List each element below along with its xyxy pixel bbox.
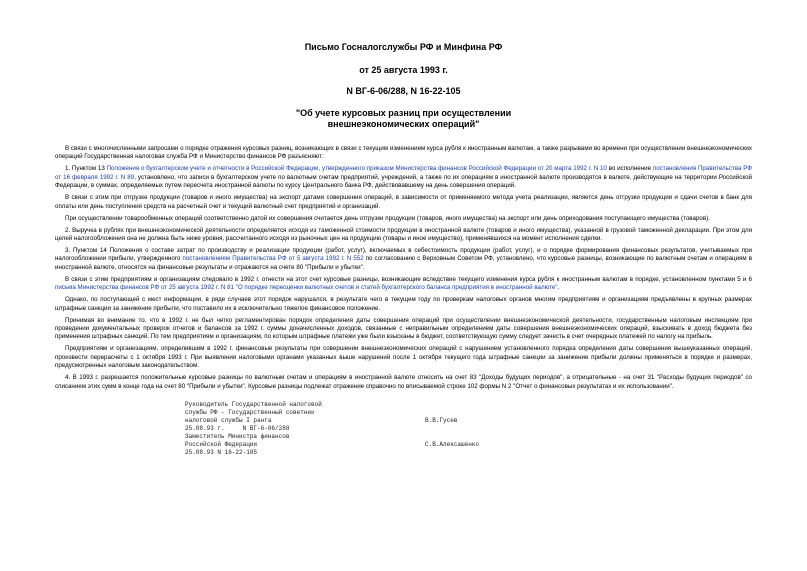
signature-row [185,449,752,457]
signer-name-aleksashenko: С.В.Алексашенко [425,441,480,449]
paragraph-4: 4. В 1993 г. разрешается положительные курсовые разницы по валютным счетам и операциям в иностранной валюте относить на счет 83 "Доходы будущих периодов", а отрицательные - на счет 31 "Расходы будущих периодов" со списанием этих сумм в конце года на счет 80 "Прибыли и убытки". Курсовые разницы подлежат отражение справочно по вписываемой строке 102 формы N 2 "Отчет о финансовых результатах и их использовании". [55,374,752,390]
signer-name-gusev: В.В.Гусев [425,417,458,425]
signature-left: Российской Федерации [185,441,258,449]
text: во исполнение [606,165,653,173]
signature-left: налоговой службы I ранга [185,417,272,425]
doc-number: N ВГ-6-06/288, N 16-22-105 [346,86,461,96]
paragraph-recalculation: Предприятиям и организациям, определившим в 1992 г. финансовые результаты при совершении внешнеэкономических операций с нарушением установленного порядка определения даты совершения вышеуказанных операций, произвести перерасчеты с 1 октября 1993 г. При выявлении налоговыми органами указанных выше нарушений после 1 октября текущего года штрафные санкции за занижение прибыли должны применяться в порядке и размерах, предусмотренных налоговым законодательством. [55,345,752,370]
paragraph-export-dates: В связи с этим при отгрузке продукции (товаров и иного имущества) на экспорт датами совершения операций, в зависимости от применяемого метода учета реализации, является день отгрузки продукции и сдачи счетов в банк для оплаты или день поступления средств на расчетный счет и текущий валютный счет предприятий и организаций. [55,194,752,210]
signature-row [185,433,752,441]
signature-left: службы РФ - Государственный советник [185,409,315,417]
text: . [557,284,560,292]
paragraph-barter: При осуществлении товарообменных операций соответственно датой их совершения считается день отгрузки продукции (товаров, иного имущества) на экспорт или день оприходования поступающего имущества (товаров). [65,214,710,222]
paragraph-2: 2. Выручка в рублях при внешнеэкономической деятельности определяется исходя из таможенной стоимости продукции в иностранной валюте (товаров и иного имущества), указанной в грузовой таможенной декларации. При этом для целей налогообложения она не должна быть ниже уровня, рассчитанного исходя из рыночных цен на продукцию (товары и иное имущество), применявшихся на момент исполнения сделки. [55,226,752,243]
paragraph-violations: Однако, по поступающей с мест информации, в ряде случаев этот порядок нарушался, в результате чего в текущем году по проверкам налоговых органов многим предприятиям и организациям предъявлены в крупных размерах штрафные санкции за занижение прибыли, что поставило их в исключительно тяжелое финансовое положение. [55,296,752,312]
link-minfin-letter-81[interactable]: письма Министерства финансов РФ от 25 августа 1992 г. N 81 "О порядке переоценки валютных счетов и статей бухгалтерского баланса предприятия в иностранной валюте" [55,284,558,292]
signature-row [185,409,752,417]
doc-date: от 25 августа 1993 г. [359,65,448,75]
paragraph-3 [55,247,752,272]
signature-row [185,425,752,433]
link-government-resolution-552[interactable]: постановлением Правительства РФ от 5 августа 1992 г. N 552 [182,255,364,263]
doc-title-line-2: внешнеэкономических операций" [327,119,480,129]
signature-left: 25.08.93 г. N ВГ-6-06/288 [185,425,290,433]
doc-issuer: Письмо Госналогслужбы РФ и Минфина РФ [304,42,503,52]
text: 3. Пунктом 14 Положения о составе затрат по производству и реализации продукции (работ, услуг), включаемых в себестоимость продукции (работ, услуг), и о порядке формирования финансовых результатов, учитываемых при налогообложении прибыли, утвержденного [55,247,752,263]
text: , установлено, что записи в бухгалтерском учете по валютным счетам предприятий, учреждений, а также по их операциям в иностранной валюте производятся в валюте, действующие на территории Российской Федерации, в суммах, определяемых путем пересчета иностранной валюты по курсу Центрального банка РФ, действовавшему на день совершения операций. [55,173,752,190]
link-government-resolution-89[interactable]: постановления Правительства РФ от 16 февраля 1992 г. N 89 [55,165,753,181]
paragraph-no-penalties: Принимая во внимание то, что в 1992 г. не был четко регламентирован порядок определения даты совершения операций при осуществлении внешнеэкономической деятельности, государственным налоговым инспекциям при проведении документальных проверок отчетов и балансов за 1992 г. суммы доначисленных доходов, связанные с неправильным определением даты совершения внешнеэкономических операций, взыскивать в доход бюджета без применения штрафных санкций. По тем предприятиям и организациям, по которым штрафные платежи уже были взысканы в бюджет, соответствующую сумму следует зачесть в счет очередных платежей по налогу на прибыль. [55,316,752,341]
signature-block [55,401,752,457]
text: В связи с этим предприятиям и организациям следовало в 1992 г. отнести на этот счет курсовые разницы, возникающие вследствие текущего изменения курса рубля к иностранным валютам в порядке, установленном пунктами 5 и 6 [65,275,752,283]
text: по согласованию с Верховным Советом РФ, установлено, что курсовые разницы, возникающие по валютным счетам и операциям в иностранной валюте, относятся на финансовые результаты и отражаются на счете 80 "Прибыли и убытки". [55,255,752,271]
paragraph-1 [55,165,752,190]
signature-row [185,401,752,409]
link-accounting-regulation[interactable]: Положения о бухгалтерском учете и отчетности в Российской Федерации, утвержденного приказом Министерства финансов Российской Федерации от 20 марта 1992 г. N 10 [106,165,607,173]
signature-left: 25.08.93 N 16-22-105 [185,449,258,457]
signature-left: Заместитель Министра финансов [185,433,290,441]
signature-left: Руководитель Государственной налоговой [185,401,322,409]
signature-row [185,441,752,449]
paragraph-intro: В связи с многочисленными запросами о порядке отражения курсовых разниц, возникающих в связи с текущим изменением курса рубля к иностранным валютам, а также разрывами во времени при осуществлении внешнеэкономических операций Государственная налоговая служба РФ и Министерство финансов РФ разъясняют: [55,145,752,161]
paragraph-1992-rule [55,276,752,293]
doc-title-line-1: "Об учете курсовых разниц при осуществлении [295,108,512,118]
doc-body [55,145,752,391]
text: 1. Пунктом 13 [65,165,107,173]
signature-row [185,417,752,425]
